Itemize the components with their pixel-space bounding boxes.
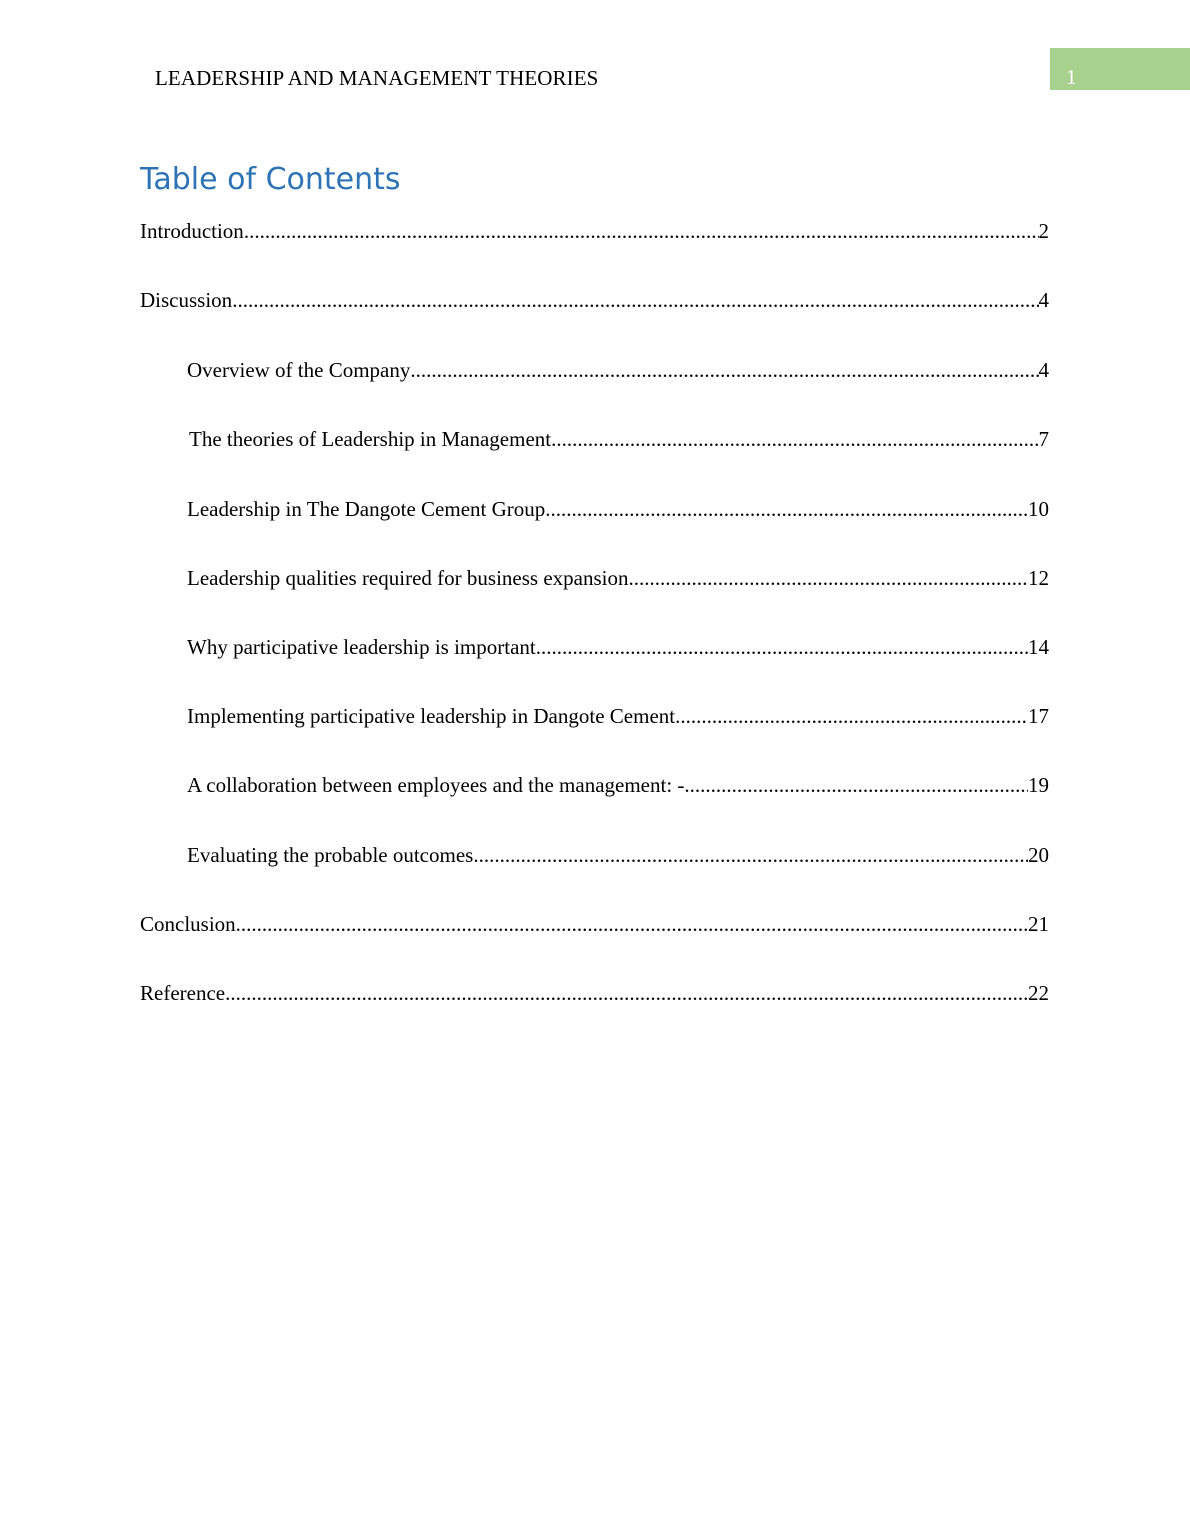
toc-entry-conclusion[interactable] <box>140 910 1049 938</box>
toc-dot-leader <box>236 910 1028 938</box>
toc-entry-leadership-qualities[interactable] <box>187 564 1049 592</box>
toc-entry-page: 4 <box>1038 358 1049 382</box>
toc-entry-title: Why participative leadership is important <box>187 635 536 659</box>
toc-dot-leader <box>675 702 1028 730</box>
toc-entry-discussion[interactable] <box>140 286 1049 314</box>
toc-entry-leadership-in-dangote[interactable] <box>187 495 1049 523</box>
toc-entry-introduction[interactable] <box>140 217 1049 245</box>
toc-entry-page: 17 <box>1028 704 1049 728</box>
toc-entry-page: 10 <box>1028 497 1049 521</box>
toc-dot-leader <box>536 633 1028 661</box>
toc-dot-leader <box>551 425 1038 453</box>
toc-entry-evaluating-outcomes[interactable] <box>187 841 1049 869</box>
toc-entry-implementing-participative-leadership[interactable] <box>187 702 1049 730</box>
toc-entry-theories-of-leadership[interactable] <box>189 425 1049 453</box>
toc-entry-reference[interactable] <box>140 979 1049 1007</box>
running-header-title: LEADERSHIP AND MANAGEMENT THEORIES <box>155 66 599 90</box>
page-number: 1 <box>1066 65 1077 89</box>
toc-heading: Table of Contents <box>140 162 401 197</box>
toc-entry-page: 22 <box>1028 981 1049 1005</box>
toc-entry-why-participative-leadership[interactable] <box>187 633 1049 661</box>
toc-dot-leader <box>545 495 1028 523</box>
toc-entry-title: Leadership in The Dangote Cement Group <box>187 497 546 521</box>
toc-entry-title: Introduction <box>140 219 244 243</box>
toc-dot-leader <box>473 841 1028 869</box>
toc-dot-leader <box>244 217 1039 245</box>
page-number-badge <box>1050 48 1190 90</box>
toc-entry-page: 19 <box>1028 773 1049 797</box>
toc-entry-title: A collaboration between employees and the management: - <box>187 773 685 797</box>
toc-entry-page: 7 <box>1038 427 1049 451</box>
toc-dot-leader <box>628 564 1028 592</box>
toc-entry-collaboration[interactable] <box>187 771 1049 799</box>
toc-entry-page: 4 <box>1038 288 1049 312</box>
toc-entry-page: 21 <box>1028 912 1049 936</box>
toc-dot-leader <box>410 356 1038 384</box>
toc-entry-overview-of-the-company[interactable] <box>187 356 1049 384</box>
toc-entry-title: Evaluating the probable outcomes <box>187 843 474 867</box>
toc-entry-title: Implementing participative leadership in Dangote Cement <box>187 704 676 728</box>
toc-entry-page: 2 <box>1038 219 1049 243</box>
toc-entry-title: Leadership qualities required for business expansion <box>187 566 629 590</box>
toc-entry-title: Discussion <box>140 288 233 312</box>
toc-entry-title: Conclusion <box>140 912 236 936</box>
toc-dot-leader <box>225 979 1028 1007</box>
toc-dot-leader <box>684 771 1028 799</box>
toc-list <box>140 0 1049 1540</box>
toc-entry-page: 12 <box>1028 566 1049 590</box>
toc-entry-title: Reference <box>140 981 226 1005</box>
toc-entry-page: 20 <box>1028 843 1049 867</box>
toc-entry-page: 14 <box>1028 635 1049 659</box>
toc-dot-leader <box>232 286 1038 314</box>
toc-entry-title: The theories of Leadership in Management <box>189 427 552 451</box>
toc-entry-title: Overview of the Company <box>187 358 411 382</box>
